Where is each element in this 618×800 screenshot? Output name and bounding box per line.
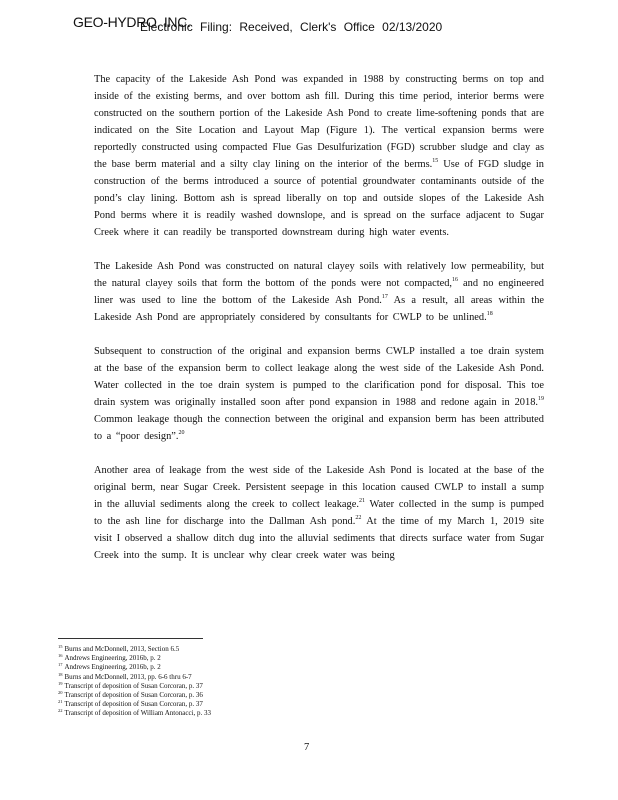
footnote-text: Burns and McDonnell, 2013, pp. 6-6 thru 6-7 — [64, 672, 192, 681]
footnote — [58, 691, 211, 700]
footnote-number: 18 — [58, 671, 63, 677]
text-run: At the time of my March 1, 2019 site visit I observed a shallow ditch dug into the alluvial sediments that directs surface water from Sugar Creek into the sump. It is unclear why clear creek water was being — [94, 516, 544, 561]
paragraph — [94, 462, 544, 564]
footnote-ref: 20 — [178, 430, 185, 436]
paragraph — [94, 258, 544, 326]
footnote-ref: 18 — [486, 311, 493, 317]
text-run: As a result, all areas within the Lakeside Ash Pond are appropriately considered by consultants for CWLP to be unlined. — [94, 295, 544, 323]
text-run: Use of FGD sludge in construction of the berms introduced a source of potential groundwater contaminants outside of the pond’s clay lining. Bottom ash is spread liberally on top and outside slopes of the Lakeside Ash Pond berms where it is readily washed downslope, and is spread on the surface adjacent to Sugar Creek where it can readily be transported downstream during high water events. — [94, 159, 544, 238]
page-number: 7 — [304, 742, 310, 753]
footnote-text: Transcript of deposition of Susan Corcoran, p. 37 — [64, 681, 203, 690]
paragraph — [94, 71, 544, 241]
text-run: Water collected in the sump is pumped to the ash line for discharge into the Dallman Ash pond. — [94, 499, 544, 527]
footnote-text: Transcript of deposition of Susan Corcoran, p. 36 — [64, 691, 203, 700]
footnote — [58, 682, 211, 691]
footnote — [58, 673, 211, 682]
text-run: Another area of leakage from the west side of the Lakeside Ash Pond is located at the base of the original berm, near Sugar Creek. Persistent seepage in this location caused CWLP to install a sump in the alluvial sediments along the creek to collect leakage. — [94, 465, 544, 510]
footnote-text: Andrews Engineering, 2016b, p. 2 — [64, 654, 161, 663]
text-run: The Lakeside Ash Pond was constructed on natural clayey soils with relatively low permeability, but the natural clayey soils that form the bottom of the ponds were not compacted, — [94, 261, 544, 289]
footnote-text: Transcript of deposition of William Antonacci, p. 33 — [64, 709, 212, 718]
footnote-number: 22 — [58, 708, 63, 714]
footnote-text: Transcript of deposition of Susan Corcoran, p. 37 — [64, 700, 203, 709]
footnotes — [58, 645, 211, 719]
text-run: Subsequent to construction of the original and expansion berms CWLP installed a toe drain system at the base of the expansion berm to collect leakage along the west side of the Lakeside Ash Pond. Water collected in the toe drain system is pumped to the clarification pond for disposal. This toe drain system was originally installed soon after pond expansion in 1988 and redone again in 2018. — [94, 346, 544, 408]
footnote-ref: 15 — [432, 158, 439, 164]
footnote-ref: 22 — [355, 515, 362, 521]
footnote-number: 19 — [58, 680, 63, 686]
company-header: GEO-HYDRO, INC. — [73, 14, 191, 30]
text-run: and no engineered liner was used to line the bottom of the Lakeside Ash Pond. — [94, 278, 544, 306]
footnote-number: 17 — [58, 662, 63, 668]
text-run: Common leakage though the connection between the original and expansion berm has been attributed to a “poor design”. — [94, 414, 544, 442]
filing-stamp: Electronic Filing: Received, Clerk's Office 02/13/2020 — [140, 20, 443, 34]
text-run: The capacity of the Lakeside Ash Pond was expanded in 1988 by constructing berms on top and inside of the existing berms, and over bottom ash fill. During this time period, interior berms were constructed on the southern portion of the Lakeside Ash Pond to create lime-softening ponds that are indicated on the Site Location and Layout Map (Figure 1). The vertical expansion berms were reportedly constructed using compacted Flue Gas Desulfurization (FGD) scrubber sludge and clay as the base berm material and a silty clay lining on the interior of the berms. — [94, 74, 544, 170]
footnote-divider — [58, 638, 203, 639]
footnote-number: 21 — [58, 699, 63, 705]
footnote-number: 15 — [58, 644, 63, 649]
body-text — [94, 71, 544, 581]
footnote-text: Andrews Engineering, 2016b, p. 2 — [64, 663, 161, 672]
footnote-number: 16 — [58, 653, 63, 659]
footnote — [58, 663, 211, 672]
footnote — [58, 709, 211, 718]
paragraph — [94, 343, 544, 445]
footnote-number: 20 — [58, 690, 63, 696]
footnote — [58, 645, 211, 654]
footnote-ref: 16 — [452, 277, 458, 283]
footnote-ref: 19 — [538, 396, 544, 402]
footnote-ref: 21 — [358, 498, 365, 504]
footnote-text: Burns and McDonnell, 2013, Section 6.5 — [64, 645, 180, 653]
footnote-ref: 17 — [381, 294, 388, 300]
